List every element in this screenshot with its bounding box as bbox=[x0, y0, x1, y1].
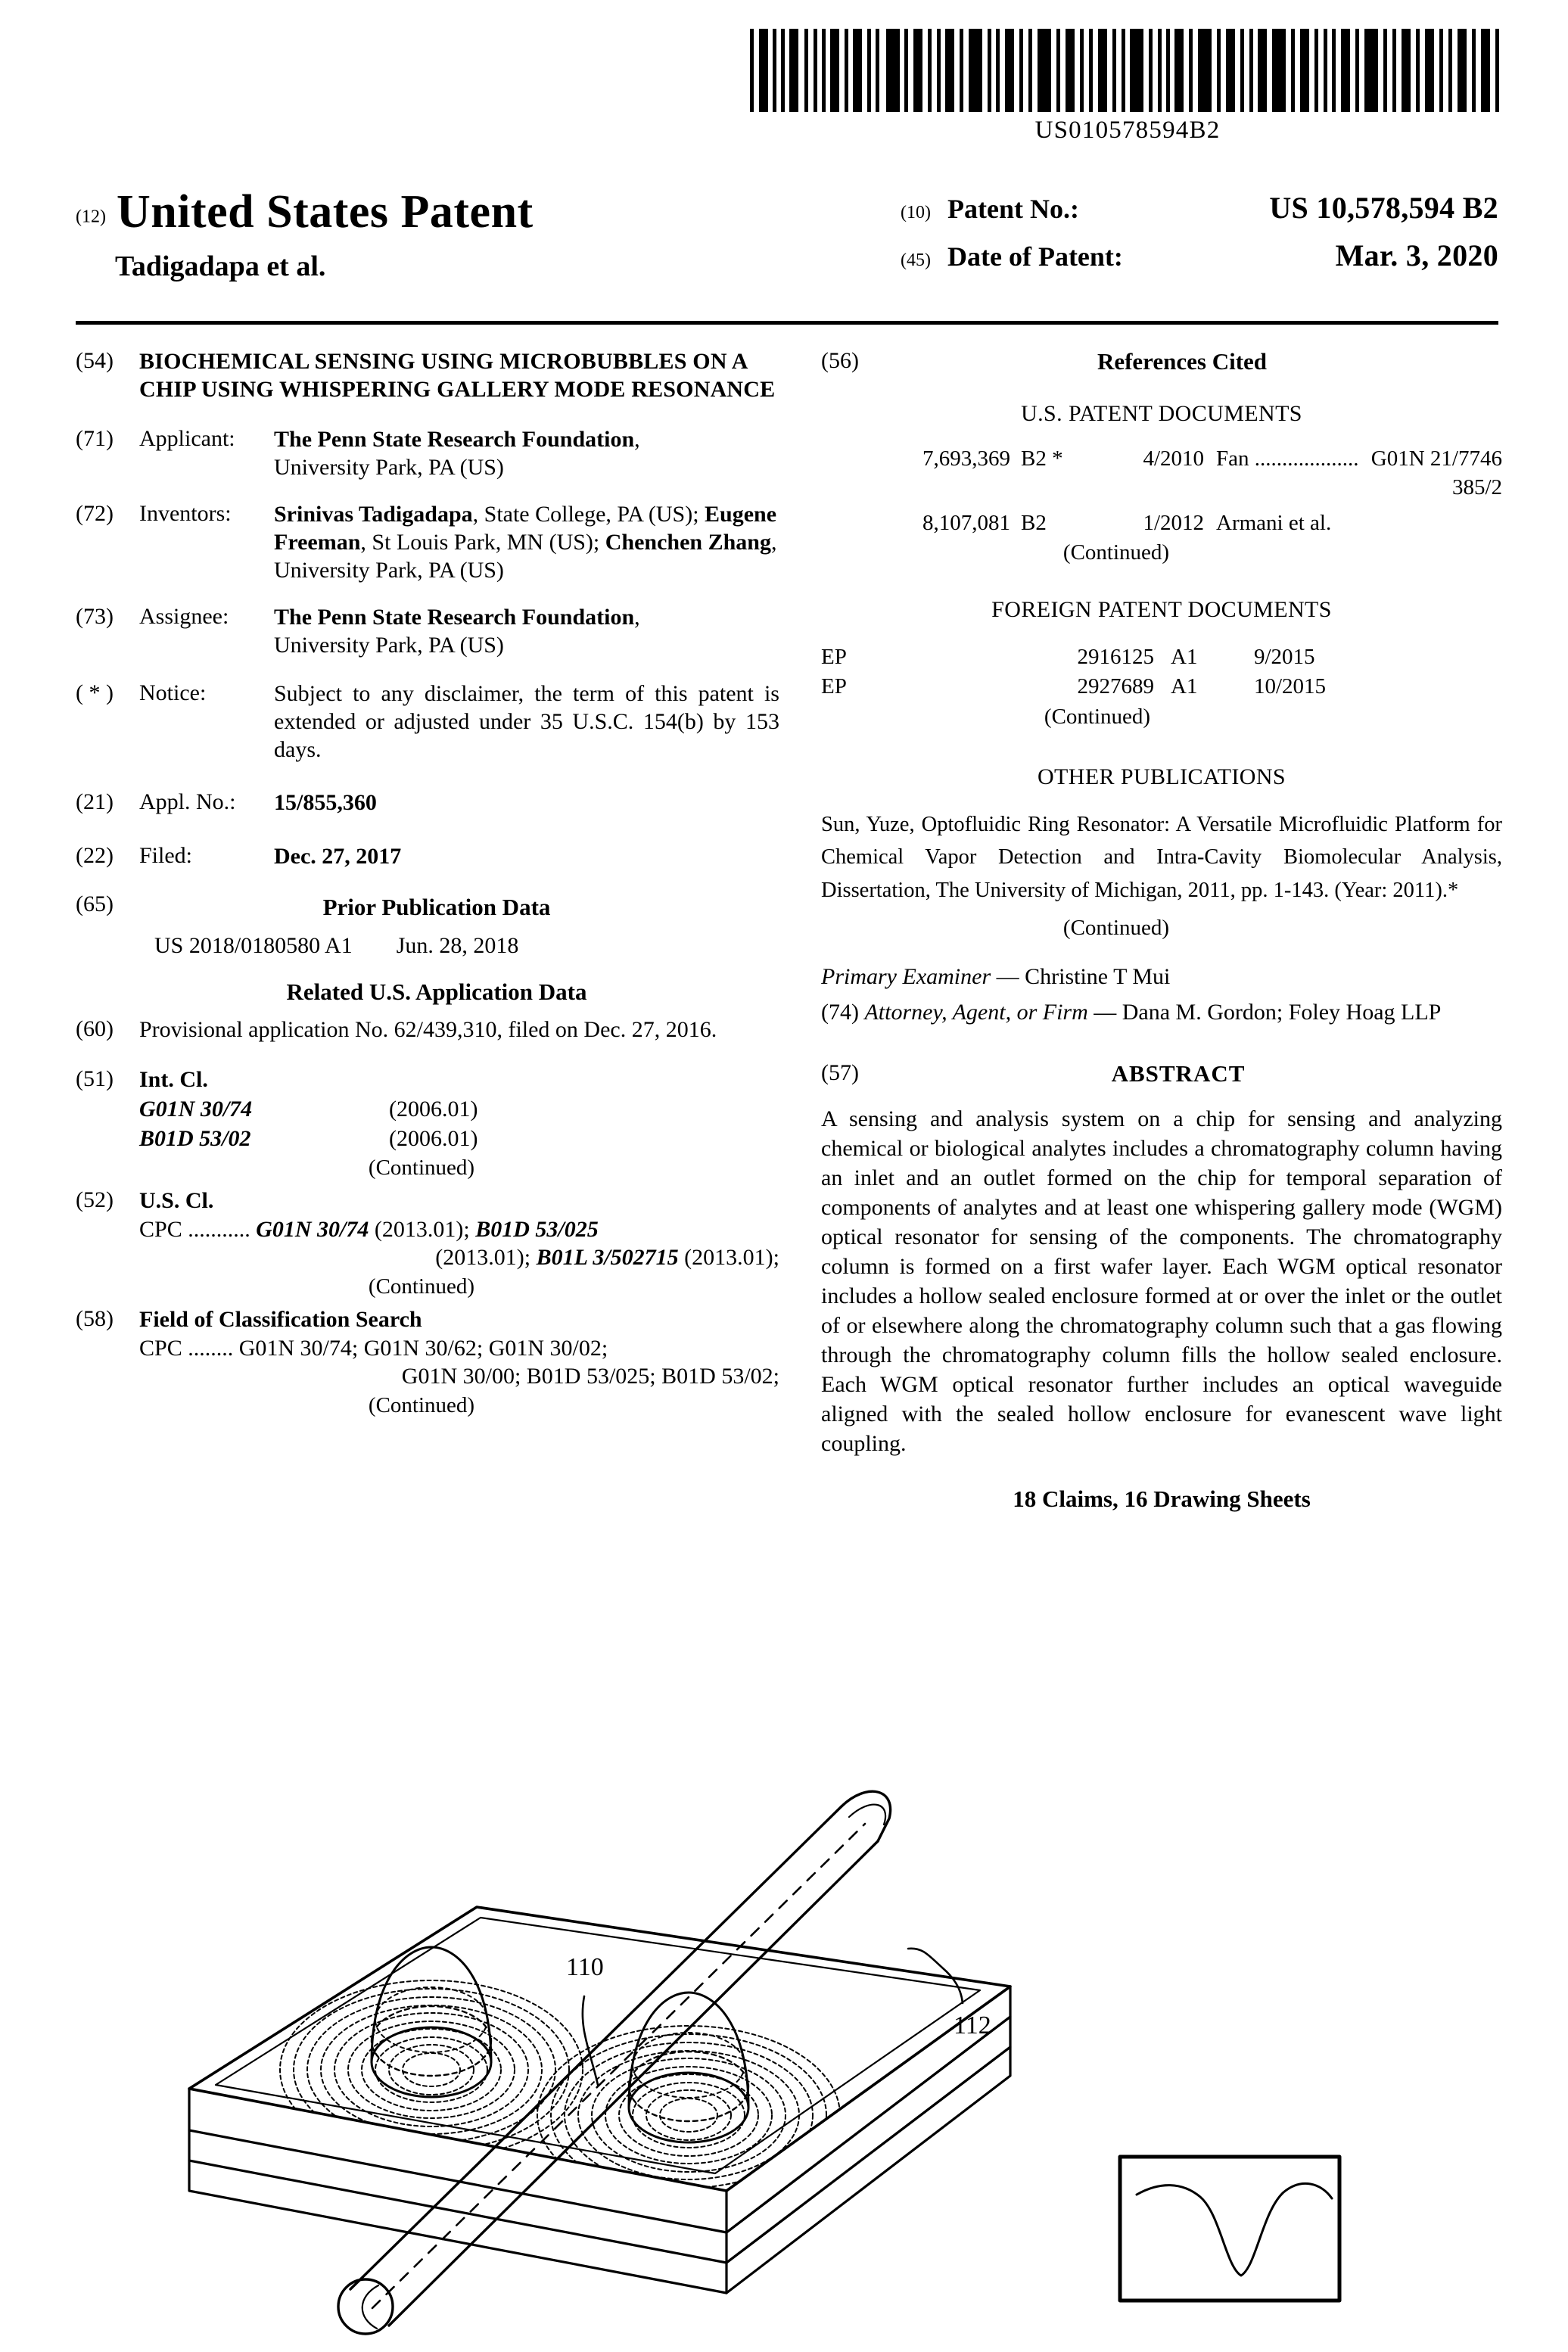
table-row bbox=[821, 672, 1502, 702]
abstract-heading: ABSTRACT bbox=[1111, 1059, 1246, 1087]
assignee-code: (73) bbox=[76, 604, 114, 630]
foreign-date: 9/2015 bbox=[1254, 645, 1315, 670]
ref-number: 7,693,369 bbox=[922, 446, 1010, 471]
abstract-text: A sensing and analysis system on a chip for sensing and analyzing chemical or biological analytes includes a chromatography column having an inlet and an outlet formed on the chip for temporal separation of components of analytes and at least one whispering gallery mode (WGM) optical resonator for sensing of the components. The chromatography column is formed on a first wafer layer. Each WGM optical resonator includes a hollow sealed enclosure formed at or over the inlet or the outlet of or elsewhere along the chromatography column such that a gas flowing through the chromatography column fills the hollow sealed enclosure. Each WGM optical resonator further includes an optical waveguide aligned with the sealed hollow enclosure for evanescent wave light coupling. bbox=[821, 1106, 1502, 1456]
int-cl-row bbox=[139, 1094, 779, 1124]
field-appl-no bbox=[76, 789, 779, 817]
ref-kind: B2 * bbox=[1021, 446, 1063, 471]
foreign-country: EP bbox=[821, 645, 847, 670]
figure-drawing bbox=[76, 1706, 1498, 2342]
us-cl-symbol: B01D 53/025 bbox=[475, 1216, 599, 1242]
applicant-label: Applicant: bbox=[139, 426, 235, 452]
primary-examiner-line bbox=[821, 962, 1502, 993]
page-title: United States Patent bbox=[116, 186, 534, 238]
assignee-value: The Penn State Research Foundation, University Park, PA (US) bbox=[274, 605, 640, 658]
date-label: Date of Patent: bbox=[947, 241, 1123, 272]
table-row bbox=[821, 509, 1502, 538]
author-line: Tadigadapa et al. bbox=[115, 250, 326, 282]
attorney-label: Attorney, Agent, or Firm bbox=[864, 999, 1088, 1025]
field-prior-pub bbox=[76, 891, 779, 960]
optical-waveguide-fiber bbox=[338, 1791, 891, 2334]
us-cl-prefix: CPC ........... bbox=[139, 1216, 250, 1242]
us-cl-symbol: G01N 30/74 bbox=[256, 1216, 369, 1242]
assignee-name: The Penn State Research Foundation bbox=[274, 605, 635, 630]
barcode-image bbox=[745, 29, 1510, 112]
us-cl-year: (2013.01); bbox=[369, 1216, 476, 1242]
spiral-column-right bbox=[537, 2026, 840, 2204]
field-search-continued: (Continued) bbox=[368, 1392, 475, 1417]
field-int-cl bbox=[76, 1066, 779, 1181]
inventor-location: State College, PA (US); bbox=[484, 502, 699, 527]
foreign-country: EP bbox=[821, 674, 847, 699]
related-app-heading: Related U.S. Application Data bbox=[286, 978, 587, 1005]
prior-pub-heading: Prior Publication Data bbox=[322, 894, 551, 921]
references-code: (56) bbox=[821, 348, 859, 373]
us-cl-heading: U.S. Cl. bbox=[139, 1188, 214, 1214]
left-column bbox=[76, 348, 779, 1434]
foreign-kind: A1 bbox=[1171, 645, 1198, 670]
patent-title-line bbox=[76, 185, 779, 239]
inventors-label: Inventors: bbox=[139, 501, 232, 527]
patent-date-row bbox=[901, 238, 1498, 273]
field-search-line: CPC ........ G01N 30/74; G01N 30/62; G01N 30/02; bbox=[139, 1335, 608, 1361]
int-cl-year: (2006.01) bbox=[389, 1125, 478, 1151]
patent-number-row bbox=[901, 190, 1498, 226]
appl-no-value: 15/855,360 bbox=[274, 790, 377, 816]
ref-date: 4/2010 bbox=[1143, 446, 1204, 471]
int-cl-symbol: G01N 30/74 bbox=[139, 1096, 253, 1122]
related-app-text: Provisional application No. 62/439,310, filed on Dec. 27, 2016. bbox=[139, 1016, 717, 1042]
applicant-name: The Penn State Research Foundation bbox=[274, 427, 635, 453]
other-publications-heading: OTHER PUBLICATIONS bbox=[1037, 764, 1286, 790]
filed-label: Filed: bbox=[139, 842, 193, 868]
field-search-code: (58) bbox=[76, 1306, 114, 1332]
appl-no-code: (21) bbox=[76, 789, 114, 815]
ref-cpc: G01N 21/7746 bbox=[1370, 446, 1502, 471]
masthead bbox=[76, 185, 1498, 314]
chip-right-side-2 bbox=[726, 2017, 1010, 2263]
resonator-group-left bbox=[280, 1947, 583, 2159]
us-cl-code: (52) bbox=[76, 1187, 114, 1213]
attorney-name: Dana M. Gordon; Foley Hoag LLP bbox=[1122, 999, 1442, 1025]
spiral-column-left bbox=[280, 1980, 583, 2159]
filed-code: (22) bbox=[76, 842, 114, 868]
ref-assignee-name: Armani et al. bbox=[1216, 510, 1332, 535]
inventors-code: (72) bbox=[76, 501, 114, 527]
references-heading: References Cited bbox=[1097, 348, 1268, 375]
prior-pub-number: US 2018/0180580 A1 bbox=[154, 933, 353, 959]
barcode-block bbox=[745, 29, 1510, 145]
field-classification-search bbox=[76, 1306, 779, 1419]
doc-kind-code: (12) bbox=[76, 207, 106, 227]
us-cl-lines bbox=[139, 1215, 779, 1272]
table-row bbox=[821, 642, 1502, 672]
other-publications-continued: (Continued) bbox=[1062, 916, 1170, 941]
date-value: Mar. 3, 2020 bbox=[1335, 238, 1498, 272]
applicant-code: (71) bbox=[76, 426, 114, 452]
table-row bbox=[821, 445, 1502, 474]
ref-subclass: 385/2 bbox=[1451, 474, 1502, 499]
notice-code: ( * ) bbox=[76, 680, 114, 706]
us-documents-continued: (Continued) bbox=[1062, 540, 1170, 565]
attorney-dash: — bbox=[1087, 999, 1122, 1025]
related-app-code: (60) bbox=[76, 1016, 114, 1041]
patent-no-code: (10) bbox=[901, 203, 931, 222]
other-publication-entry: Sun, Yuze, Optofluidic Ring Resonator: A Versatile Microfluidic Platform for Chemical Vapor Detection and Intra-Cavity Biomolecular Analysis, Dissertation, The University of Michigan, 2011, pp. 1-143. (Year: 2011).* bbox=[821, 813, 1502, 902]
field-filed bbox=[76, 843, 779, 871]
prior-pub-row bbox=[139, 932, 734, 960]
applicant-value: The Penn State Research Foundation, University Park, PA (US) bbox=[274, 427, 640, 480]
fiber-tip-inner bbox=[849, 1805, 885, 1825]
us-cl-symbol: B01L 3/502715 bbox=[536, 1245, 679, 1271]
figure-label-112: 112 bbox=[954, 2011, 991, 2039]
int-cl-year: (2006.01) bbox=[389, 1096, 478, 1122]
foreign-documents-table bbox=[821, 642, 1502, 730]
masthead-right bbox=[901, 190, 1498, 285]
chip-right-side-3 bbox=[726, 2047, 1010, 2293]
us-cl-line2 bbox=[139, 1243, 779, 1272]
ref-kind: B2 bbox=[1021, 510, 1047, 535]
foreign-number: 2916125 bbox=[1077, 645, 1154, 670]
int-cl-symbol: B01D 53/02 bbox=[139, 1125, 251, 1151]
field-us-cl bbox=[76, 1187, 779, 1300]
field-search-line: G01N 30/00; B01D 53/025; B01D 53/02; bbox=[401, 1364, 779, 1389]
attorney-code: (74) bbox=[821, 999, 859, 1025]
us-cl-continued: (Continued) bbox=[368, 1274, 475, 1299]
int-cl-heading: Int. Cl. bbox=[139, 1067, 208, 1093]
primary-examiner-label: Primary Examiner bbox=[821, 964, 991, 990]
inventor-location: University Park, PA (US) bbox=[274, 557, 504, 583]
inventor-name: Eugene Freeman bbox=[274, 502, 777, 555]
examiner-block bbox=[821, 962, 1502, 1028]
int-cl-continued: (Continued) bbox=[368, 1155, 475, 1180]
invention-title: BIOCHEMICAL SENSING USING MICROBUBBLES ON A CHIP USING WHISPERING GALLERY MODE RESONANCE bbox=[139, 349, 776, 402]
int-cl-row bbox=[139, 1124, 779, 1153]
patent-figure bbox=[76, 1706, 1498, 2342]
ref-number: 8,107,081 bbox=[922, 510, 1010, 535]
figure-label-110: 110 bbox=[566, 1953, 604, 1981]
inset-spectrum-plot bbox=[1120, 2157, 1339, 2301]
fiber-open-end bbox=[338, 2279, 393, 2334]
barcode-number: US010578594B2 bbox=[1034, 117, 1221, 144]
primary-examiner-name: Christine T Mui bbox=[1025, 964, 1171, 990]
field-search-heading: Field of Classification Search bbox=[139, 1307, 422, 1333]
prior-pub-date: Jun. 28, 2018 bbox=[396, 933, 519, 959]
foreign-number: 2927689 bbox=[1077, 674, 1154, 699]
assignee-address: University Park, PA (US) bbox=[274, 632, 504, 658]
applicant-address: University Park, PA (US) bbox=[274, 454, 504, 480]
abstract-code: (57) bbox=[821, 1059, 859, 1085]
field-notice bbox=[76, 680, 779, 764]
attorney-line bbox=[821, 997, 1502, 1028]
masthead-left bbox=[76, 185, 779, 283]
ref-assignee-name: Fan ................... bbox=[1216, 446, 1359, 471]
right-column bbox=[821, 348, 1502, 1513]
references-block bbox=[821, 348, 1502, 386]
patent-no-value: US 10,578,594 B2 bbox=[1269, 191, 1498, 225]
title-code: (54) bbox=[76, 348, 114, 373]
notice-text: Subject to any disclaimer, the term of this patent is extended or adjusted under 35 U.S.C. 154(b) by 153 days. bbox=[274, 681, 779, 762]
inventor-name: Srinivas Tadigadapa bbox=[274, 502, 473, 527]
primary-examiner-dash: — bbox=[991, 964, 1025, 990]
field-related-app bbox=[76, 1016, 779, 1044]
notice-label: Notice: bbox=[139, 680, 207, 706]
inventor-name: Chenchen Zhang bbox=[605, 529, 771, 555]
us-patent-documents-heading: U.S. PATENT DOCUMENTS bbox=[1021, 401, 1302, 426]
fiber-core-light-path bbox=[372, 1824, 865, 2308]
inventors-list: Srinivas Tadigadapa, State College, PA (US); Eugene Freeman, St Louis Park, MN (US); Chenchen Zhang, University Park, PA (US) bbox=[274, 502, 777, 583]
us-cl-year: (2013.01); bbox=[678, 1245, 779, 1271]
fiber-inner-bore bbox=[362, 2285, 378, 2329]
related-app-block bbox=[76, 978, 779, 1006]
foreign-documents-heading: FOREIGN PATENT DOCUMENTS bbox=[991, 597, 1332, 623]
assignee-label: Assignee: bbox=[139, 604, 229, 630]
foreign-date: 10/2015 bbox=[1254, 674, 1327, 699]
inventor-location: St Louis Park, MN (US); bbox=[372, 529, 600, 555]
filed-value: Dec. 27, 2017 bbox=[274, 843, 402, 869]
date-code: (45) bbox=[901, 250, 931, 270]
foreign-documents-continued: (Continued) bbox=[1044, 705, 1151, 730]
us-cl-year: (2013.01); bbox=[435, 1245, 537, 1271]
foreign-kind: A1 bbox=[1171, 674, 1198, 699]
patent-no-label: Patent No.: bbox=[947, 194, 1079, 224]
int-cl-code: (51) bbox=[76, 1066, 114, 1092]
us-documents-table bbox=[821, 445, 1502, 565]
prior-pub-code: (65) bbox=[76, 891, 114, 917]
header-divider bbox=[76, 321, 1498, 325]
field-inventors bbox=[76, 501, 779, 584]
field-title bbox=[76, 348, 779, 403]
appl-no-label: Appl. No.: bbox=[139, 789, 236, 815]
leader-line-110 bbox=[583, 1996, 598, 2085]
claims-sheets-line: 18 Claims, 16 Drawing Sheets bbox=[1013, 1485, 1311, 1512]
ref-date: 1/2012 bbox=[1143, 510, 1204, 535]
field-applicant bbox=[76, 426, 779, 481]
abstract-header-row bbox=[821, 1060, 1502, 1087]
field-assignee bbox=[76, 604, 779, 659]
